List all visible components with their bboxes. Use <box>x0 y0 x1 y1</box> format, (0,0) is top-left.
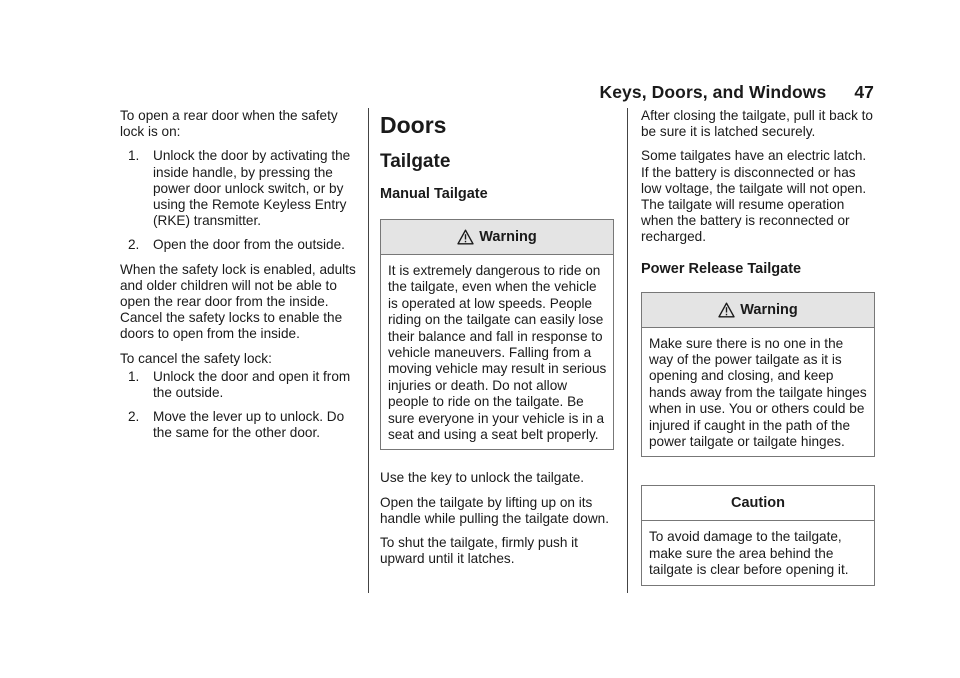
warning-header <box>642 293 874 328</box>
step-number: 2. <box>128 409 140 425</box>
step-number: 2. <box>128 237 140 253</box>
warning-triangle-icon <box>457 229 474 245</box>
list-item <box>120 369 360 401</box>
list-item <box>120 237 360 253</box>
warning-triangle-icon <box>718 302 735 318</box>
column-divider <box>627 108 628 593</box>
column-left <box>120 108 360 450</box>
paragraph-unlock: Use the key to unlock the tailgate. <box>380 470 585 486</box>
warning-text: It is extremely dangerous to ride on the tailgate, even when the vehicle is operated at low speeds. People riding on the tailgate can easily lose their balance and fall in response to vehicle maneuvers. Falling from a moving vehicle may result in serious injuries or death. Do not allow people to ride on the tailgate. Be sure everyone in your vehicle is in a seat and using a seat belt properly. <box>388 263 607 443</box>
step-text: Unlock the door and open it from the outside. <box>153 368 351 401</box>
column-right <box>641 108 875 586</box>
heading-manual-tailgate: Manual Tailgate <box>380 186 488 202</box>
paragraph-shut: To shut the tailgate, firmly push it upward until it latches. <box>380 535 578 567</box>
heading-doors: Doors <box>380 112 447 138</box>
paragraph-open: Open the tailgate by lifting up on its handle while pulling the tailgate down. <box>380 494 609 526</box>
warning-box <box>380 219 614 450</box>
intro-text: To open a rear door when the safety lock is on: <box>120 108 338 140</box>
column-middle <box>380 108 614 575</box>
paragraph-electric-latch: Some tailgates have an electric latch. If the battery is disconnected or has low voltage, the tailgate will not open. The tailgate will resume operation when the battery is reconnected or recharged. <box>641 148 867 245</box>
caution-box <box>641 485 875 585</box>
steps-list-open <box>120 148 360 253</box>
cancel-intro-text: To cancel the safety lock: <box>120 350 272 366</box>
warning-title: Warning <box>740 301 798 318</box>
heading-power-release-tailgate: Power Release Tailgate <box>641 260 802 277</box>
warning-title: Warning <box>479 228 537 245</box>
page-header <box>599 82 874 103</box>
step-text: Open the door from the outside. <box>153 237 345 253</box>
column-divider <box>368 108 369 593</box>
step-number: 1. <box>128 148 140 164</box>
warning-text: Make sure there is no one in the way of the power tailgate as it is opening and closing, and keep hands away from the tailgate hinges when in use. You or others could be injured if caught in the path of the power tailgate or tailgate hinges. <box>649 335 867 450</box>
warning-header <box>381 220 613 255</box>
step-number: 1. <box>128 368 140 384</box>
page-number: 47 <box>854 82 874 102</box>
section-title: Keys, Doors, and Windows <box>599 82 827 102</box>
step-text: Unlock the door by activating the inside handle, by pressing the power door unlock switch, or by using the Remote Keyless Entry (RKE) transmitter. <box>153 148 351 229</box>
paragraph-latch-check: After closing the tailgate, pull it back to be sure it is latched securely. <box>641 108 873 140</box>
caution-header <box>642 486 874 521</box>
heading-tailgate: Tailgate <box>380 151 451 172</box>
caution-title: Caution <box>731 495 785 512</box>
safety-lock-paragraph: When the safety lock is enabled, adults and older children will not be able to open the rear door from the inside. Cancel the safety locks to enable the doors to open from the inside. <box>120 261 356 342</box>
warning-box <box>641 292 875 458</box>
list-item <box>120 409 360 441</box>
steps-list-cancel <box>120 369 360 442</box>
caution-text: To avoid damage to the tailgate, make sure the area behind the tailgate is clear before opening it. <box>649 529 849 578</box>
list-item <box>120 148 360 229</box>
step-text: Move the lever up to unlock. Do the same for the other door. <box>153 409 345 441</box>
